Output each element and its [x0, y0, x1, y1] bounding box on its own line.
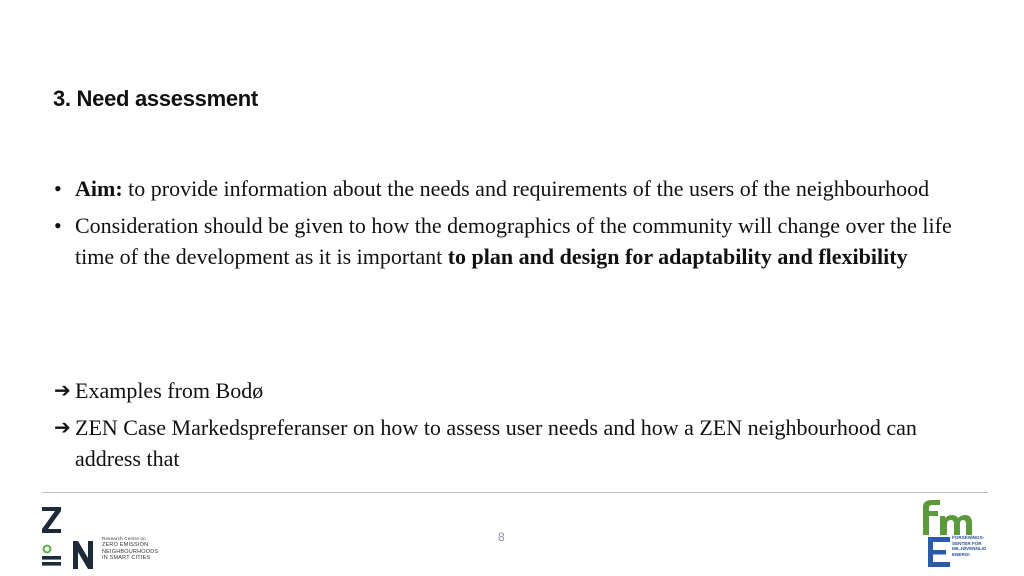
arrow-item-text: Examples from Bodø [75, 378, 264, 403]
bullet-emphasis: to plan and design for adaptability and flexibility [447, 244, 908, 269]
bullet-list [54, 173, 984, 278]
arrow-item-zen-case [54, 412, 984, 474]
page-number: 8 [498, 530, 505, 544]
arrow-icon: ➔ [54, 415, 71, 439]
arrow-item-examples [54, 375, 984, 406]
slide-title: 3. Need assessment [53, 86, 258, 111]
zen-logo-text: Research Centre on ZERO EMISSION NEIGHBOURHOODS IN SMART CITIES [102, 536, 159, 561]
arrow-icon: ➔ [54, 378, 71, 402]
bullet-dot: • [54, 176, 62, 201]
fme-logo [920, 499, 990, 569]
bullet-text: to provide information about the needs and requirements of the users of the neighbourhood [122, 176, 930, 201]
bullet-text: Consideration should be given to how the demographics of the community will change over the life time of the development as it is important [75, 213, 952, 269]
bullet-label: Aim: [75, 176, 123, 201]
bullet-item-aim [54, 173, 984, 204]
fme-logo-text: FORSKNINGS- SENTER FOR MILJØVENNLIG ENERGI [952, 535, 987, 557]
arrow-item-text: ZEN Case Markedspreferanser on how to assess user needs and how a ZEN neighbourhood can address that [75, 415, 917, 471]
bullet-item-consideration [54, 210, 984, 272]
bullet-dot: • [54, 213, 62, 238]
footer-divider [42, 492, 988, 493]
arrow-list [54, 375, 984, 480]
